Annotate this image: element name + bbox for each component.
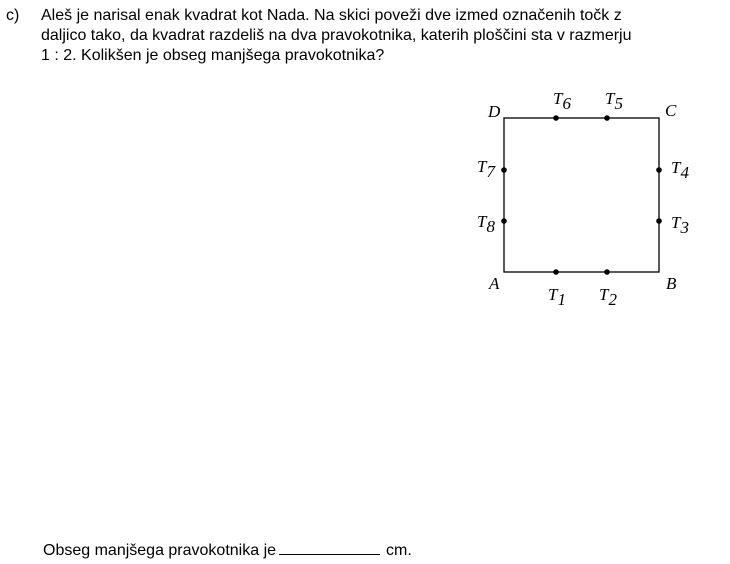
point-t4[interactable] <box>656 167 662 173</box>
question-line-2: daljico tako, da kvadrat razdeliš na dva pravokotnika, katerih ploščini sta v razmerju <box>41 27 632 44</box>
point-label-t6 <box>553 89 571 113</box>
vertex-label-b: B <box>666 274 677 293</box>
point-label-t2-index: 2 <box>608 290 617 309</box>
point-t8[interactable] <box>501 218 507 224</box>
point-label-t5-letter: T <box>605 89 615 108</box>
point-label-t8-letter: T <box>477 212 487 231</box>
answer-unit: cm. <box>386 542 412 559</box>
vertex-label-d: D <box>488 102 501 121</box>
square-abcd <box>504 118 659 272</box>
point-label-t7 <box>477 157 496 181</box>
point-label-t5 <box>605 89 623 113</box>
vertex-label-a: A <box>489 274 500 293</box>
question-line-1: Aleš je narisal enak kvadrat kot Nada. Na skici poveži dve izmed označenih točk z <box>41 7 622 24</box>
point-label-t7-letter: T <box>477 157 487 176</box>
point-t5[interactable] <box>604 115 610 121</box>
point-label-t3 <box>671 213 689 237</box>
point-t7[interactable] <box>501 167 507 173</box>
point-label-t4-letter: T <box>671 158 681 177</box>
point-label-t4-index: 4 <box>680 163 689 182</box>
point-label-t5-index: 5 <box>614 94 623 113</box>
point-t3[interactable] <box>656 218 662 224</box>
point-label-t3-index: 3 <box>680 218 689 237</box>
point-t6[interactable] <box>553 115 559 121</box>
answer-prompt: Obseg manjšega pravokotnika je <box>43 542 277 559</box>
point-label-t7-index: 7 <box>486 162 495 181</box>
answer-blank[interactable] <box>279 539 380 555</box>
point-label-t4 <box>671 158 689 182</box>
vertex-label-c: C <box>665 101 677 120</box>
point-label-t1 <box>548 285 566 309</box>
answer-line <box>43 539 412 561</box>
point-label-t1-letter: T <box>548 285 558 304</box>
task-label: c) <box>6 7 20 24</box>
point-t2[interactable] <box>604 269 610 275</box>
point-label-t3-letter: T <box>671 213 681 232</box>
point-label-t8 <box>477 212 495 236</box>
point-t1[interactable] <box>553 269 559 275</box>
point-label-t1-index: 1 <box>557 290 566 309</box>
point-label-t2-letter: T <box>599 285 609 304</box>
question-line-3: 1 : 2. Kolikšen je obseg manjšega pravokotnika? <box>41 47 385 64</box>
point-label-t2 <box>599 285 617 309</box>
point-label-t6-letter: T <box>553 89 563 108</box>
point-label-t8-index: 8 <box>486 217 495 236</box>
point-label-t6-index: 6 <box>562 94 571 113</box>
